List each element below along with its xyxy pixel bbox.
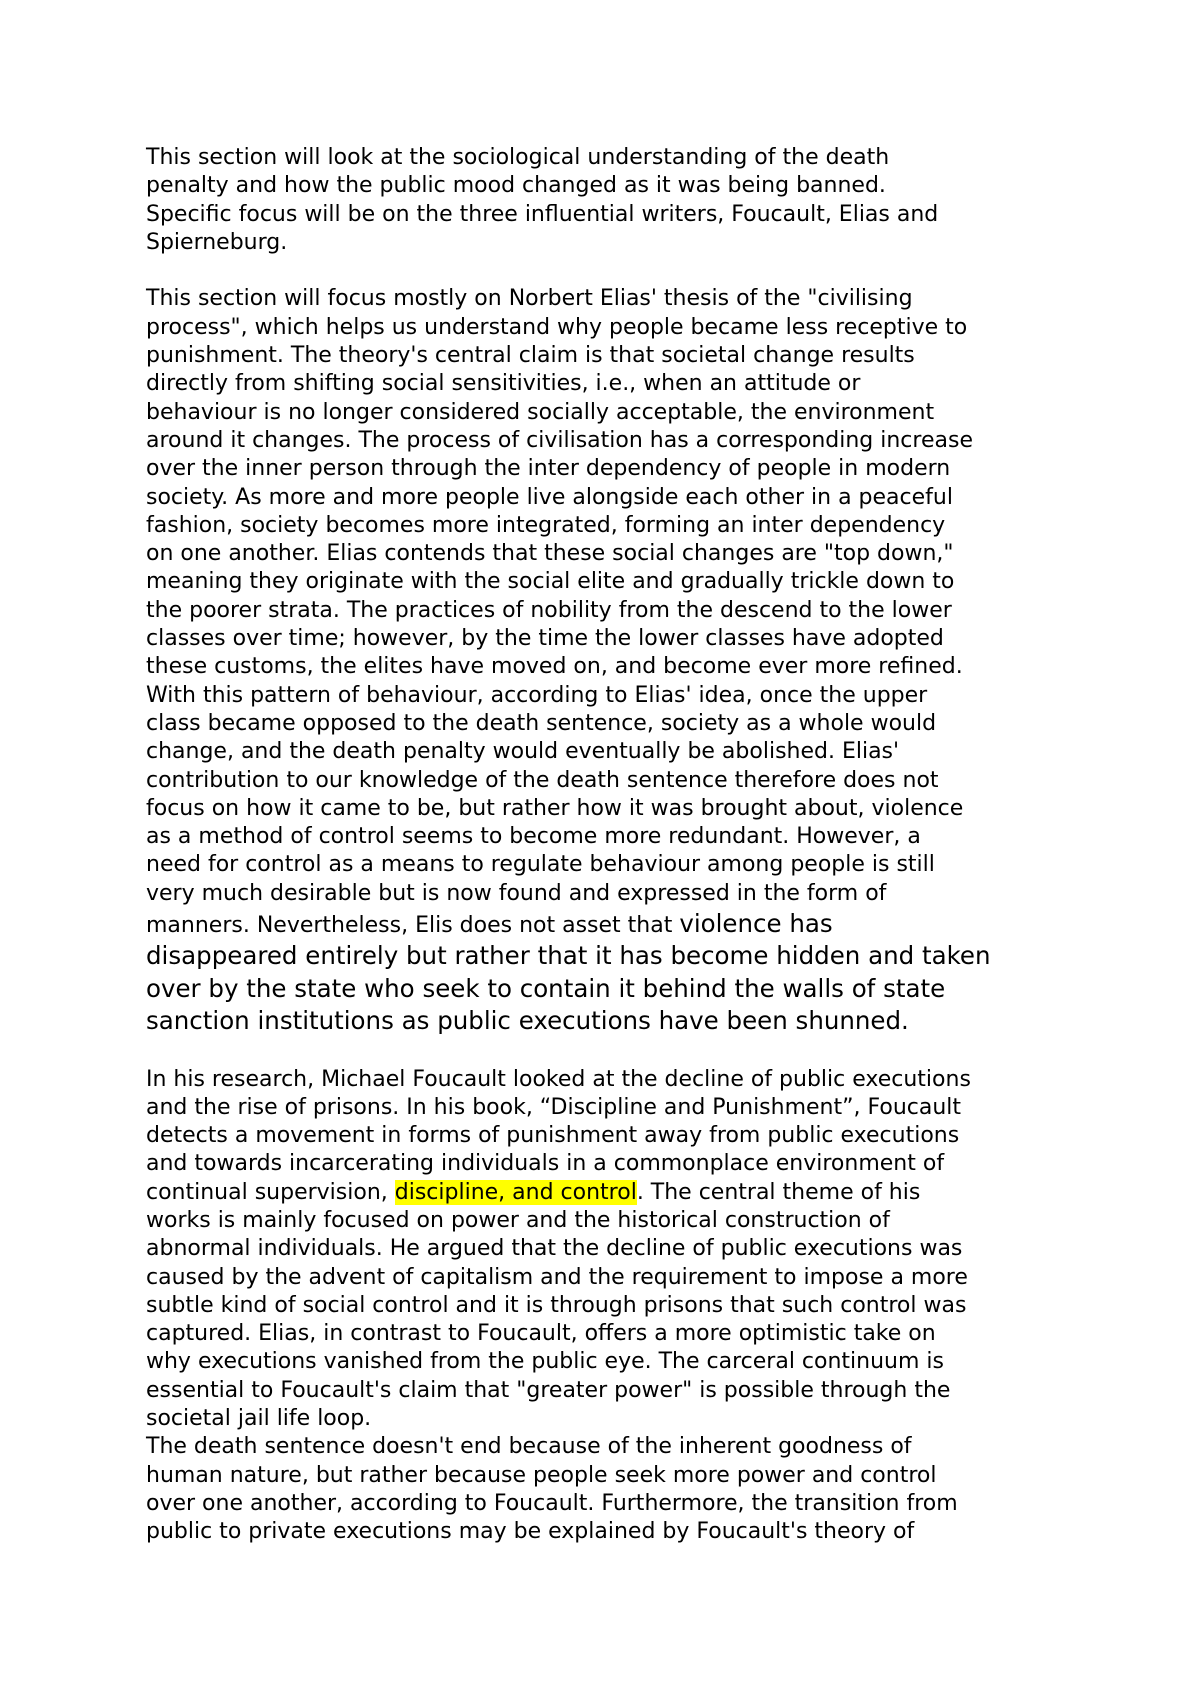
elias-line-13: classes over time; however, by the time the lower classes have adopted <box>146 626 944 652</box>
elias-line-19: focus on how it came to be, but rather how it was brought about, violence <box>146 795 964 821</box>
closing-line-2: human nature, but rather because people seek more power and control <box>146 1462 937 1488</box>
elias-line-11: meaning they originate with the social elite and gradually trickle down to <box>146 569 955 595</box>
elias-line-6: around it changes. The process of civilisation has a corresponding increase <box>146 427 973 453</box>
foucault-line-4: and towards incarcerating individuals in a commonplace environment of <box>146 1151 945 1177</box>
intro-line-3: Specific focus will be on the three influential writers, Foucault, Elias and <box>146 201 939 227</box>
intro-line-2: penalty and how the public mood changed as it was being banned. <box>146 173 886 199</box>
foucault-line-5-suffix: . The central theme of his <box>636 1179 921 1205</box>
elias-line-17: change, and the death penalty would eventually be abolished. Elias' <box>146 739 900 765</box>
intro-line-1: This section will look at the sociological understanding of the death <box>146 145 890 170</box>
elias-line-14: these customs, the elites have moved on, and become ever more refined. <box>146 654 963 680</box>
elias-line-9: fashion, society becomes more integrated, forming an inter dependency <box>146 512 946 538</box>
elias-large-run-2: disappeared entirely but rather that it has become hidden and taken <box>146 941 991 971</box>
elias-line-16: class became opposed to the death sentence, society as a whole would <box>146 710 937 736</box>
paragraph-intro <box>146 144 1076 257</box>
elias-line-20: as a method of control seems to become more redundant. However, a <box>146 824 921 850</box>
elias-line-12: the poorer strata. The practices of nobility from the descend to the lower <box>146 597 952 623</box>
elias-line-10: on one another. Elias contends that these social changes are "top down," <box>146 541 954 567</box>
elias-line-5: behaviour is no longer considered socially acceptable, the environment <box>146 399 935 425</box>
paragraph-foucault <box>146 1066 1076 1434</box>
foucault-line-9: subtle kind of social control and it is through prisons that such control was <box>146 1292 967 1318</box>
closing-line-1: The death sentence doesn't end because of the inherent goodness of <box>146 1434 912 1460</box>
paragraph-death-sentence <box>146 1433 1076 1546</box>
paragraph-elias <box>146 285 1076 1037</box>
foucault-line-2: and the rise of prisons. In his book, “Discipline and Punishment”, Foucault <box>146 1094 962 1120</box>
foucault-line-5-prefix: continual supervision, <box>146 1179 395 1205</box>
elias-line-15: With this pattern of behaviour, according to Elias' idea, once the upper <box>146 682 928 708</box>
document-body <box>146 144 1076 1547</box>
elias-large-run-1: violence has <box>679 909 833 939</box>
foucault-line-11: why executions vanished from the public eye. The carceral continuum is <box>146 1349 944 1375</box>
elias-line-1: This section will focus mostly on Norbert Elias' thesis of the "civilising <box>146 286 913 312</box>
elias-line-2: process", which helps us understand why people became less receptive to <box>146 314 968 340</box>
elias-line-18: contribution to our knowledge of the death sentence therefore does not <box>146 767 939 793</box>
elias-line-8: society. As more and more people live alongside each other in a peaceful <box>146 484 953 510</box>
elias-line-3: punishment. The theory's central claim is that societal change results <box>146 343 915 369</box>
foucault-line-8: caused by the advent of capitalism and the requirement to impose a more <box>146 1264 968 1290</box>
closing-line-3: over one another, according to Foucault. Furthermore, the transition from <box>146 1490 958 1516</box>
closing-line-4: public to private executions may be explained by Foucault's theory of <box>146 1519 915 1545</box>
elias-large-run-4: sanction institutions as public executions have been shunned. <box>146 1005 909 1035</box>
intro-line-4: Spierneburg. <box>146 229 288 255</box>
elias-line-21: need for control as a means to regulate behaviour among people is still <box>146 852 935 878</box>
foucault-line-13: societal jail life loop. <box>146 1406 372 1432</box>
elias-line-4: directly from shifting social sensitivities, i.e., when an attitude or <box>146 371 861 397</box>
foucault-line-6: works is mainly focused on power and the historical construction of <box>146 1207 890 1233</box>
elias-large-run-3: over by the state who seek to contain it behind the walls of state <box>146 973 946 1003</box>
foucault-line-12: essential to Foucault's claim that "greater power" is possible through the <box>146 1377 951 1403</box>
foucault-line-3: detects a movement in forms of punishment away from public executions <box>146 1123 960 1149</box>
elias-line-22: very much desirable but is now found and expressed in the form of <box>146 880 887 906</box>
foucault-line-10: captured. Elias, in contrast to Foucault, offers a more optimistic take on <box>146 1321 936 1347</box>
foucault-line-1: In his research, Michael Foucault looked at the decline of public executions <box>146 1066 971 1092</box>
elias-line-23-start: manners. Nevertheless, Elis does not asset that <box>146 913 680 939</box>
highlighted-phrase: discipline, and control <box>394 1179 637 1205</box>
foucault-line-7: abnormal individuals. He argued that the decline of public executions was <box>146 1236 963 1262</box>
elias-line-7: over the inner person through the inter dependency of people in modern <box>146 456 951 482</box>
